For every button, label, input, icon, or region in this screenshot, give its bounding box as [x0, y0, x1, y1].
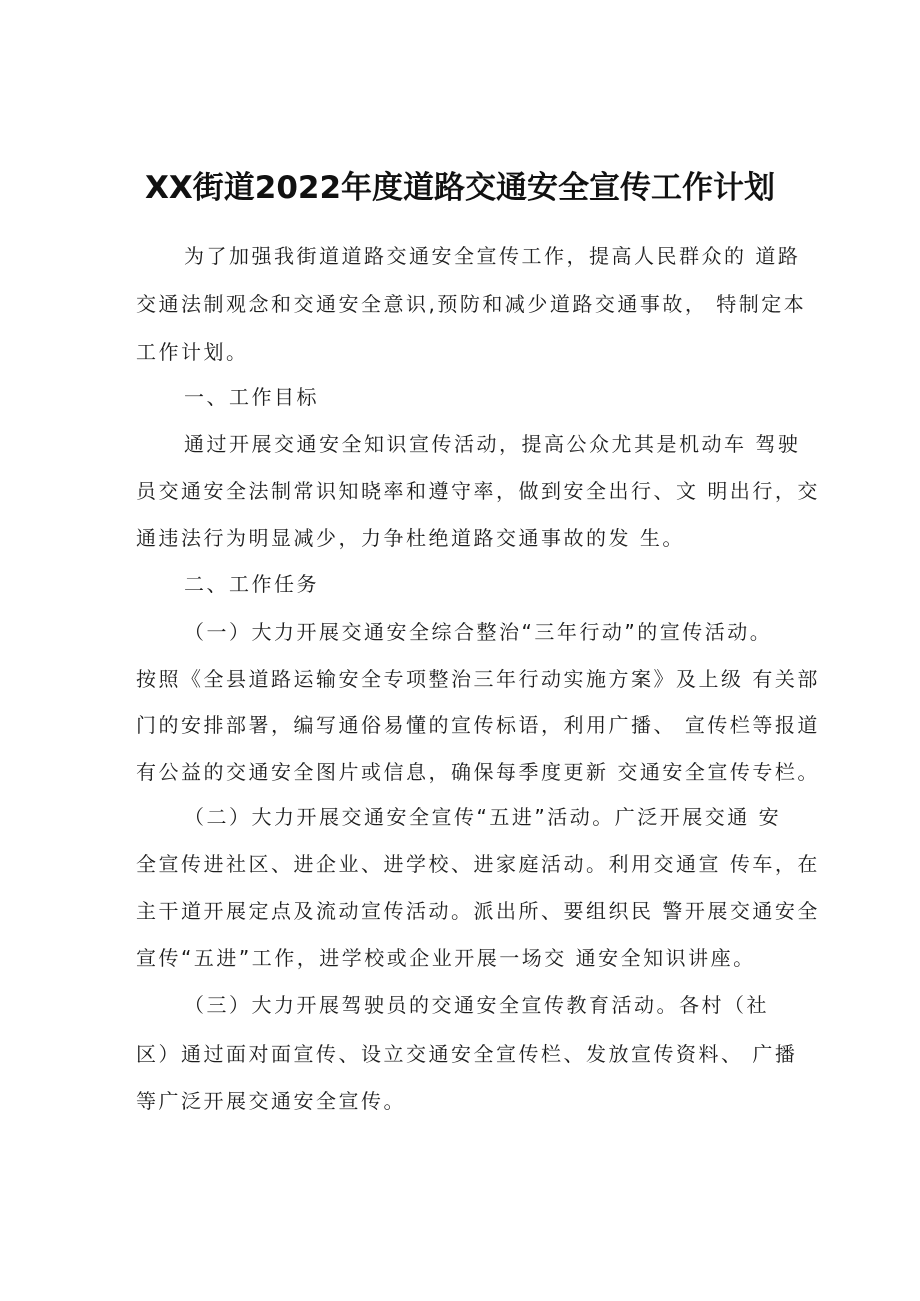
subsection-heading: （二）大力开展交通安全宣传“五进”活动。广泛开展交通 安 [184, 805, 782, 829]
paragraph-line: 等广泛开展交通安全宣传。 [136, 1089, 406, 1113]
paragraph-line: 门的安排部署，编写通俗易懂的宣传标语，利用广播、 宣传栏等报道 [136, 713, 820, 737]
paragraph-line: 为了加强我街道道路交通安全宣传工作，提高人民群众的 道路 [184, 244, 801, 268]
paragraph-line: 通过开展交通安全知识宣传活动，提高公众尤其是机动车 驾驶 [184, 432, 801, 456]
paragraph-line: 工作计划。 [136, 340, 249, 364]
subsection-heading: （一）大力开展交通安全综合整治“三年行动”的宣传活动。 [184, 620, 773, 644]
paragraph-line: 宣传“五进”工作，进学校或企业开展一场交 通安全知识讲座。 [136, 946, 756, 970]
paragraph-line: 主干道开展定点及流动宣传活动。派出所、要组织民 警开展交通安全 [136, 899, 820, 923]
paragraph-line: 员交通安全法制常识知晓率和遵守率，做到安全出行、文 明出行，交 [136, 479, 820, 503]
paragraph-line: 交通法制观念和交通安全意识,预防和减少道路交通事故， 特制定本 [136, 292, 807, 316]
paragraph-line: 有公益的交通安全图片或信息，确保每季度更新 交通安全宣传专栏。 [136, 760, 820, 784]
paragraph-line: 全宣传进社区、进企业、进学校、进家庭活动。利用交通宣 传车，在 [136, 852, 820, 876]
section-heading: 一、工作目标 [184, 385, 319, 409]
section-heading: 二、工作任务 [184, 572, 319, 596]
paragraph-line: 通违法行为明显减少，力争杜绝道路交通事故的发 生。 [136, 526, 685, 550]
subsection-heading: （三）大力开展驾驶员的交通安全宣传教育活动。各村（社 [184, 993, 769, 1017]
document-title: XX街道2022年度道路交通安全宣传工作计划 [144, 170, 776, 206]
paragraph-line: 区）通过面对面宣传、设立交通安全宣传栏、发放宣传资料、 广播 [136, 1042, 798, 1066]
paragraph-line: 按照《全县道路运输安全专项整治三年行动实施方案》及上级 有关部 [136, 667, 820, 691]
